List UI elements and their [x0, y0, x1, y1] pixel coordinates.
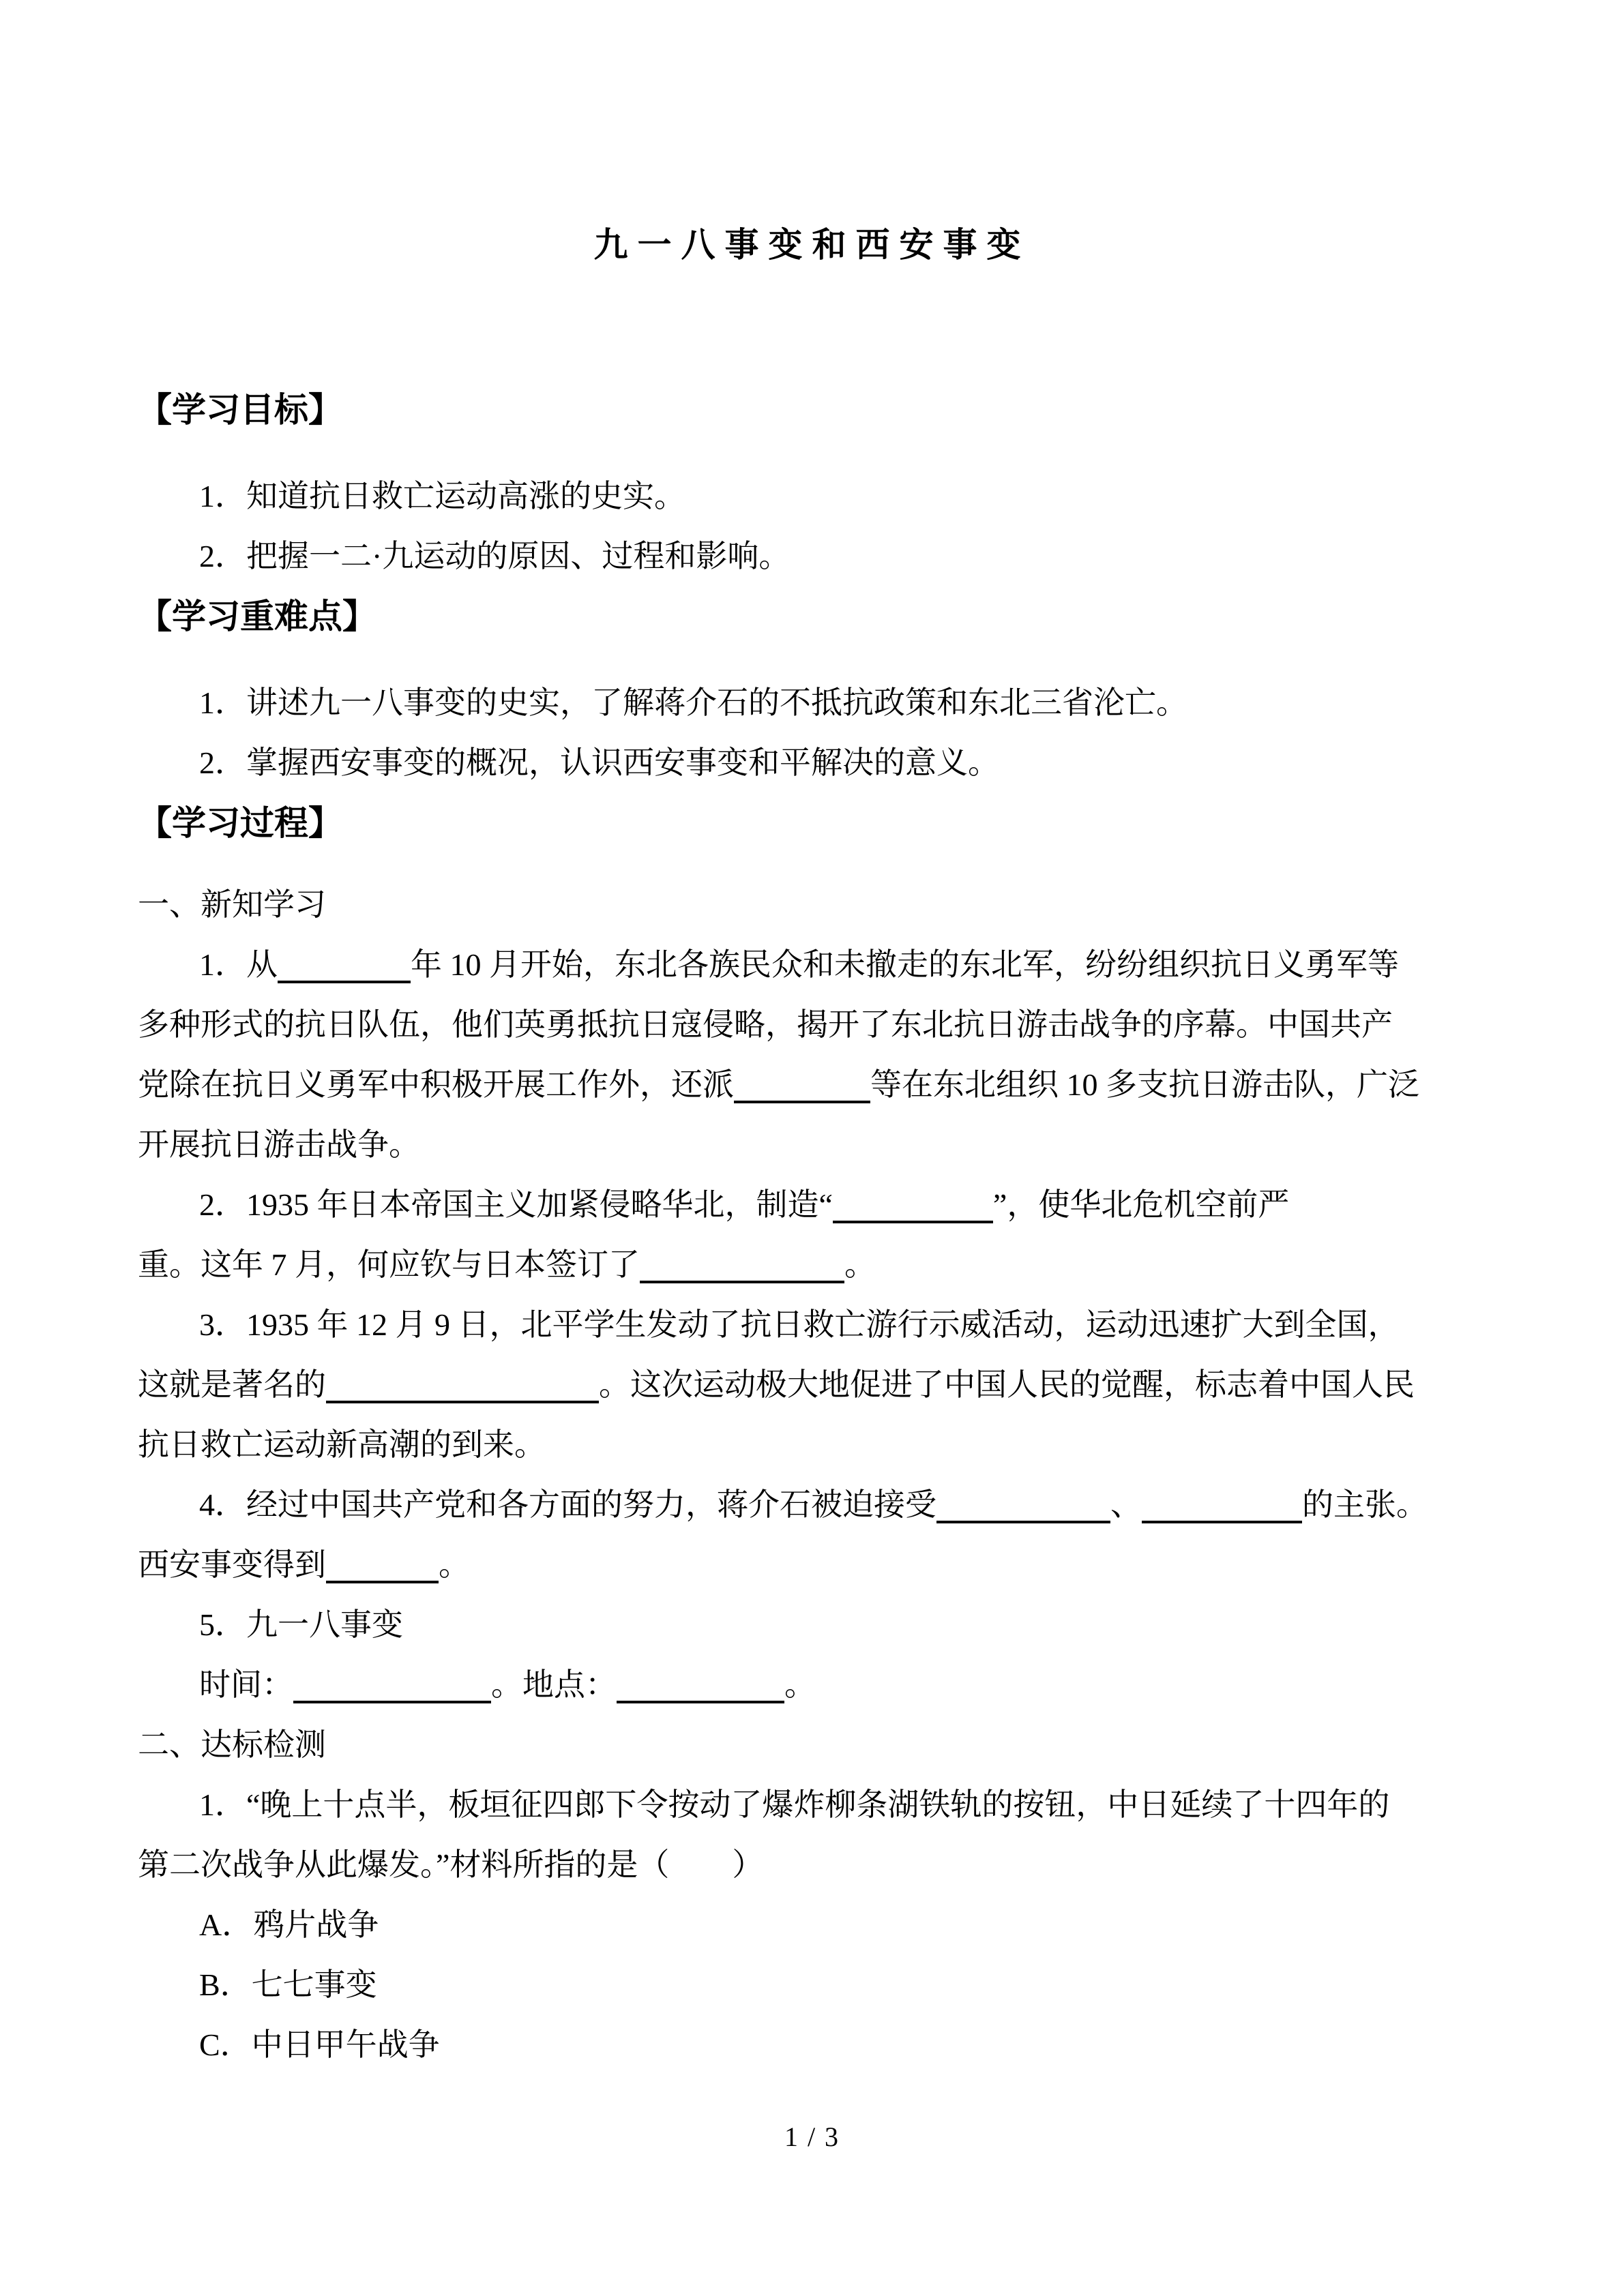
fill-in-blank: [640, 1245, 844, 1283]
text-run: 多种形式的抗日队伍，他们英勇抵抗日寇侵略，揭开了东北抗日游击战争的序幕。中国共产: [138, 1007, 1393, 1042]
document-line: [138, 1175, 1486, 1235]
document-line: [138, 526, 1486, 586]
document-line: [138, 1115, 1486, 1175]
section-heading: [138, 586, 1486, 646]
text-run: 。地点：: [491, 1667, 617, 1702]
text-run: 重。这年 7 月，何应钦与日本签订了: [138, 1247, 640, 1282]
text-run: 这就是著名的: [138, 1367, 326, 1402]
page-title: [138, 215, 1486, 275]
text-run: 第二次战争从此爆发。”材料所指的是（ ）: [138, 1847, 764, 1882]
document-line: [138, 1955, 1486, 2015]
text-run: 4．经过中国共产党和各方面的努力，蒋介石被迫接受: [199, 1487, 936, 1522]
document-line: [138, 1055, 1486, 1115]
document-line: [138, 1295, 1486, 1355]
text-run: 一、新知学习: [138, 887, 326, 922]
text-run: 1．知道抗日救亡运动高涨的史实。: [199, 479, 685, 513]
subsection-heading: [138, 1715, 1486, 1775]
document-line: [138, 935, 1486, 995]
text-run: 2．1935 年日本帝国主义加紧侵略华北，制造“: [199, 1187, 833, 1222]
text-run: 等在东北组织 10 多支抗日游击队，广泛: [870, 1067, 1419, 1102]
text-run: 1．从: [199, 947, 278, 982]
text-run: 西安事变得到: [138, 1547, 326, 1582]
text-run: 1．“晚上十点半，板垣征四郎下令按动了爆炸柳条湖铁轨的按钮，中日延续了十四年的: [199, 1787, 1390, 1822]
fill-in-blank: [734, 1065, 870, 1103]
text-run: 【学习目标】: [138, 391, 342, 429]
document-line: [138, 1775, 1486, 1835]
fill-in-blank: [617, 1665, 784, 1703]
text-run: 1 / 3: [784, 2121, 840, 2152]
fill-in-blank: [936, 1485, 1110, 1523]
document-line: [138, 1355, 1486, 1415]
fill-in-blank: [278, 945, 411, 983]
text-run: 时间：: [199, 1667, 293, 1702]
document-line: [138, 2015, 1486, 2075]
text-run: 1．讲述九一八事变的史实，了解蒋介石的不抵抗政策和东北三省沦亡。: [199, 685, 1187, 720]
text-run: 抗日救亡运动新高潮的到来。: [138, 1427, 546, 1462]
text-run: C．中日甲午战争: [199, 2027, 440, 2062]
document-line: [138, 1655, 1486, 1715]
text-run: 的主张。: [1302, 1487, 1428, 1522]
text-run: 2．掌握西安事变的概况，认识西安事变和平解决的意义。: [199, 745, 999, 780]
text-run: 年 10 月开始，东北各族民众和未撤走的东北军，纷纷组织抗日义勇军等: [411, 947, 1399, 982]
text-run: 2．把握一二·九运动的原因、过程和影响。: [199, 539, 791, 573]
fill-in-blank: [326, 1365, 599, 1403]
document-line: [138, 1475, 1486, 1535]
text-run: 二、达标检测: [138, 1727, 326, 1762]
fill-in-blank: [833, 1185, 993, 1223]
document-line: [138, 1835, 1486, 1895]
document-line: [138, 995, 1486, 1055]
fill-in-blank: [1142, 1485, 1302, 1523]
fill-in-blank: [293, 1665, 491, 1703]
text-run: 开展抗日游击战争。: [138, 1127, 420, 1162]
text-run: ”，使华北危机空前严: [992, 1187, 1290, 1222]
document-line: [138, 1895, 1486, 1955]
text-run: 党除在抗日义勇军中积极开展工作外，还派: [138, 1067, 734, 1102]
document-line: [138, 1415, 1486, 1475]
text-run: 【学习过程】: [138, 804, 342, 842]
text-run: 九一八事变和西安事变: [593, 226, 1031, 264]
document-line: [138, 733, 1486, 793]
document-line: [138, 1235, 1486, 1295]
document-line: [138, 466, 1486, 526]
text-run: 5．九一八事变: [199, 1607, 403, 1642]
text-run: 。: [439, 1547, 470, 1582]
text-run: A．鸦片战争: [199, 1907, 379, 1942]
document-line: [138, 673, 1486, 733]
text-run: B．七七事变: [199, 1967, 377, 2002]
subsection-heading: [138, 875, 1486, 935]
text-run: 3．1935 年 12 月 9 日，北平学生发动了抗日救亡游行示威活动，运动迅速扩大到全国，: [199, 1307, 1400, 1342]
text-run: 【学习重难点】: [138, 597, 377, 636]
section-heading: [138, 793, 1486, 853]
text-run: 。: [784, 1667, 816, 1702]
document-line: [138, 1535, 1486, 1595]
text-run: 。这次运动极大地促进了中国人民的觉醒，标志着中国人民: [599, 1367, 1415, 1402]
page-number: [138, 2117, 1486, 2158]
text-run: 、: [1110, 1487, 1142, 1522]
fill-in-blank: [326, 1545, 439, 1583]
text-run: 。: [844, 1247, 876, 1282]
document-line: [138, 1595, 1486, 1655]
section-heading: [138, 380, 1486, 440]
